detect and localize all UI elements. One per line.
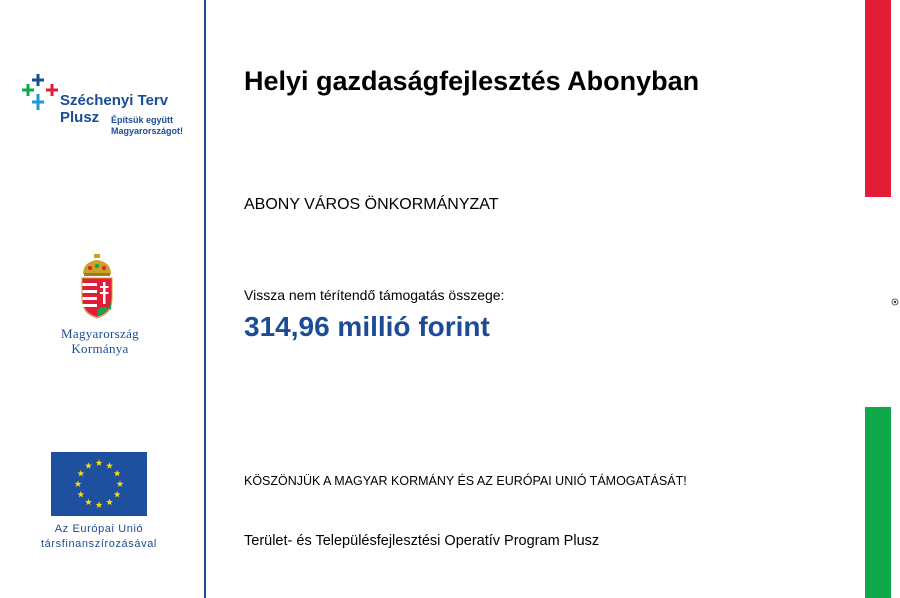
- government-text: [38, 326, 162, 356]
- grant-label: Vissza nem térítendő támogatás összege:: [244, 287, 505, 303]
- government-logo: [38, 254, 162, 358]
- program-name: Terület- és Településfejlesztési Operatív Program Plusz: [244, 533, 600, 549]
- eu-line-2: társfinanszírozásával: [41, 538, 157, 550]
- slogan-line-1: Építsük együtt: [111, 115, 174, 125]
- slogan-line-2: Magyarországot!: [111, 126, 184, 136]
- eu-logo: [30, 452, 180, 556]
- hungarian-coat-of-arms-icon: [80, 254, 114, 320]
- government-line-1: Magyarország: [61, 326, 139, 341]
- vertical-divider: [204, 0, 206, 598]
- grant-amount: 314,96 millió forint: [244, 311, 490, 342]
- szechenyi-cross-icon: [20, 72, 60, 112]
- szechenyi-plus: Plusz: [60, 109, 100, 126]
- szechenyi-terv-logo: [20, 72, 190, 142]
- government-line-2: Kormánya: [71, 341, 129, 356]
- project-title: Helyi gazdaságfejlesztés Abonyban: [244, 66, 700, 96]
- beneficiary-name: ABONY VÁROS ÖNKORMÁNYZAT: [244, 196, 499, 213]
- eu-text: [30, 522, 168, 552]
- flag-stripe-red: [865, 0, 891, 197]
- thanks-text: KÖSZÖNJÜK A MAGYAR KORMÁNY ÉS AZ EURÓPAI UNIÓ TÁMOGATÁSÁT!: [244, 474, 687, 488]
- szechenyi-title: Széchenyi Terv: [60, 92, 169, 109]
- logo-sidebar: [0, 0, 204, 598]
- flag-stripe-green: [865, 407, 891, 598]
- eu-line-1: Az Európai Unió: [54, 523, 144, 535]
- eu-flag-icon: [51, 452, 147, 516]
- szechenyi-slogan: [111, 115, 183, 137]
- registration-mark-icon: [891, 298, 899, 306]
